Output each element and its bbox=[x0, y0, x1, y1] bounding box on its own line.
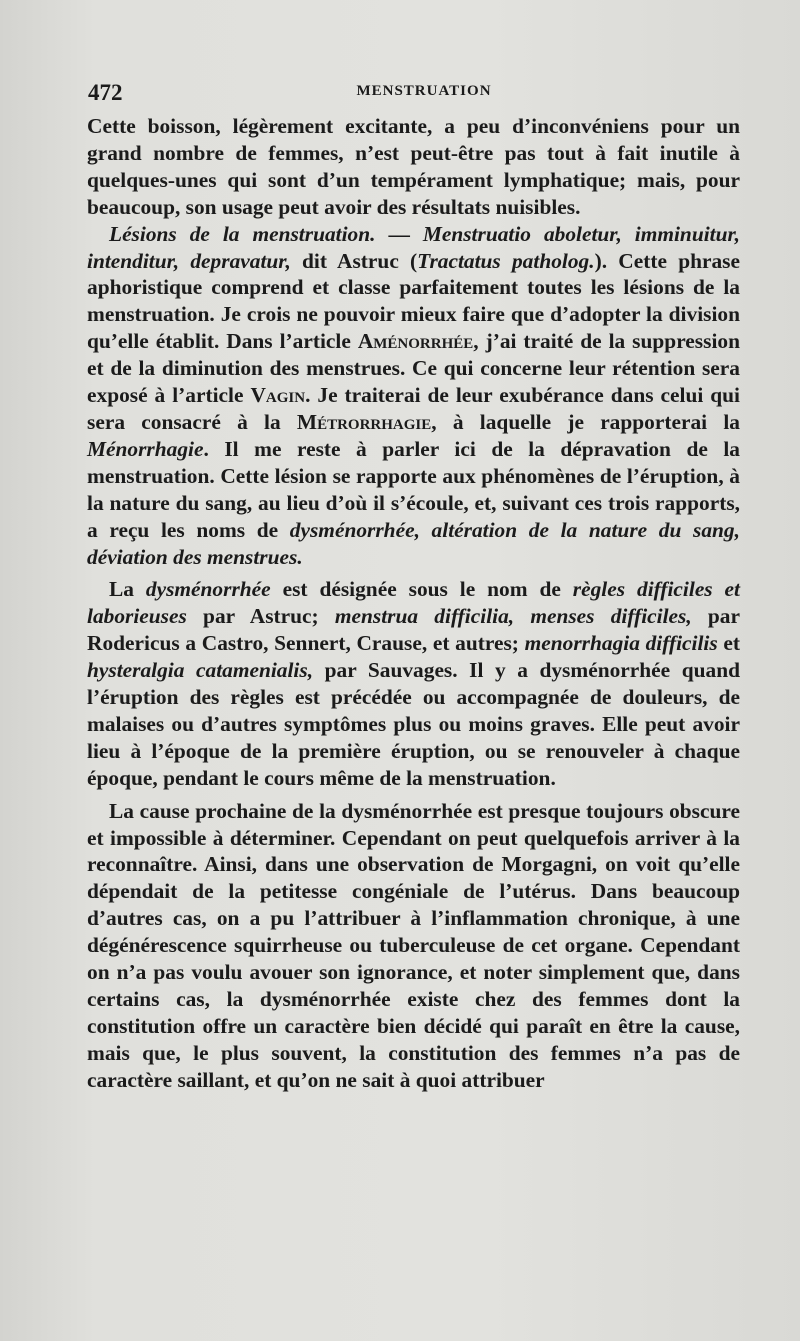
page-number: 472 bbox=[88, 80, 123, 105]
paragraph-1: Cette boisson, légèrement excitante, a peu d’inconvéniens pour un grand nombre de femmes, n’est peut-être pas tout à fait inutile à quelques-unes qui sont d’un tempérament lymphatique; mais, pour beaucoup, son usage peut avoir des résultats nuisibles. bbox=[87, 114, 740, 219]
paragraph-2: Lésions de la menstruation. — Menstruatio aboletur, imminuitur, intenditur, depravatur, dit Astruc (Tractatus patholog.). Cette phrase aphoristique comprend et classe parfaitement toutes les lésions de la menstruation. Je crois ne pouvoir mieux faire que d’adopter la division qu’elle établit. Dans l’article Aménorrhée, j’ai traité de la suppression et de la diminution des menstrues. Ce qui concerne leur rétention sera exposé à l’article Vagin. Je traiterai de leur exubérance dans celui qui sera consacré à la Métrorrhagie, à laquelle je rapporterai la Ménorrhagie. Il me reste à parler ici de la dépravation de la menstruation. Cette lésion se rapporte aux phénomènes de l’éruption, à la nature du sang, au lieu d’où il s’écoule, et, suivant ces trois rapports, a reçu les noms de dysménorrhée, altération de la nature du sang, déviation des menstrues. bbox=[87, 221, 740, 569]
cross-reference: Métrorrhagie bbox=[296, 409, 432, 434]
page-header bbox=[88, 80, 740, 110]
paragraph-3: La dysménorrhée est désignée sous le nom de règles difficiles et laborieuses par Astruc; menstrua difficilia, menses difficiles, par Rodericus a Castro, Sennert, Crause, et autres; menorrhagia difficilis et hysteralgia catamenialis, par Sauvages. Il y a dysménorrhée quand l’éruption des règles est précédée ou accompagnée de douleurs, de malaises ou d’autres symptômes plus ou moins graves. Elle peut avoir lieu à l’époque de la première éruption, ou se renouveler à chaque époque, pendant le cours même de la menstruation. bbox=[87, 577, 741, 790]
body-text bbox=[87, 113, 740, 1094]
cross-reference: Vagin bbox=[250, 383, 306, 408]
cross-reference: Aménorrhée bbox=[357, 329, 474, 354]
paragraph-4: La cause prochaine de la dysménorrhée est presque toujours obscure et impossible à déterminer. Cependant on peut quelquefois arriver à la reconnaître. Ainsi, dans une observation de Morgagni, on voit qu’elle dépendait de la petitesse congéniale de l’utérus. Dans beaucoup d’autres cas, on a pu l’attribuer à l’inflammation chronique, à une dégénérescence squirrheuse ou tuberculeuse de cet organe. Cependant on n’a pas voulu avouer son ignorance, et noter simplement que, dans certains cas, la dysménorrhée existe chez des femmes dont la constitution offre un caractère bien décidé qui paraît en être la cause, mais que, le plus souvent, la constitution des femmes n’a pas de caractère saillant, et qu’on ne sait à quoi attribuer bbox=[87, 798, 740, 1092]
section-heading: Lésions de la menstruation. bbox=[109, 221, 376, 246]
running-title: MENSTRUATION bbox=[356, 83, 492, 99]
